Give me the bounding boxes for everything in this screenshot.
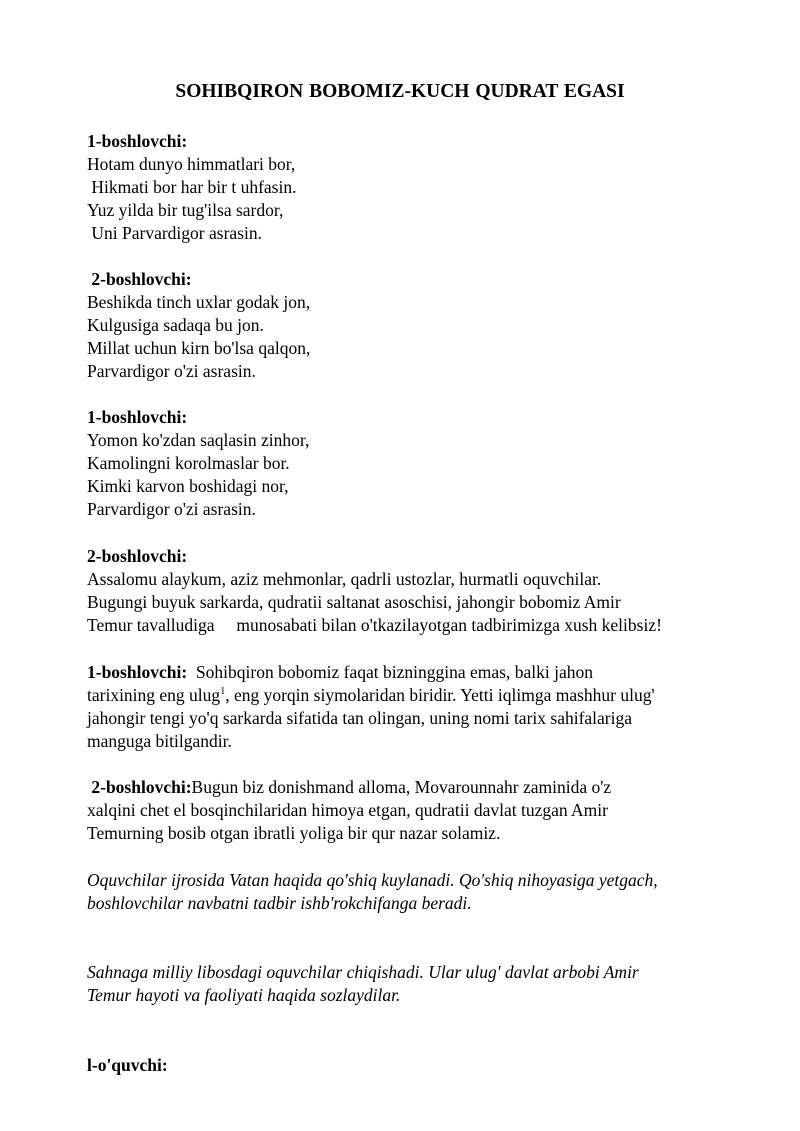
stanza-2: [87, 268, 767, 383]
stage-direction-1: [87, 869, 767, 915]
text-line: Temur hayoti va faoliyati haqida sozlaydilar.: [87, 985, 401, 1005]
text-line: jahongir tengi yo'q sarkarda sifatida tan olingan, uning nomi tarix sahifalariga: [87, 708, 633, 728]
text-line: Assalomu alaykum, aziz mehmonlar, qadrli ustozlar, hurmatli oquvchilar.: [87, 569, 602, 589]
verse-line: Hikmati bor har bir t uhfasin.: [87, 177, 297, 197]
text-line: boshlovchilar navbatni tadbir ishb'rokchifanga beradi.: [87, 893, 472, 913]
speaker-label: 1-boshlovchi:: [87, 131, 188, 151]
speaker-label: 2-boshlovchi:: [87, 546, 188, 566]
stanza-3: [87, 406, 767, 521]
final-speaker: [87, 1054, 767, 1077]
verse-line: Hotam dunyo himmatlari bor,: [87, 154, 296, 174]
verse-line: Uni Parvardigor asrasin.: [87, 223, 262, 243]
text-line: Temurning bosib otgan ibratli yoliga bir qur nazar solamiz.: [87, 823, 501, 843]
text-line: [87, 661, 767, 684]
text-line: manguga bitilgandir.: [87, 731, 232, 751]
footnote-mark: 1: [220, 686, 226, 697]
verse-line: Kulgusiga sadaqa bu jon.: [87, 315, 264, 335]
text-line: xalqini chet el bosqinchilaridan himoya etgan, qudratii davlat tuzgan Amir: [87, 800, 608, 820]
text-line: [87, 684, 767, 707]
text-run: , eng yorqin siymolaridan biridir. Yetti iqlimga mashhur ulug': [225, 685, 655, 705]
speaker-paragraph-2: [87, 776, 767, 845]
text-line: Sahnaga milliy libosdagi oquvchilar chiqishadi. Ular ulug' davlat arbobi Amir: [87, 962, 639, 982]
verse-line: Yuz yilda bir tug'ilsa sardor,: [87, 200, 284, 220]
text-line: Temur tavalludiga munosabati bilan o'tkazilayotgan tadbirimizga xush kelibsiz!: [87, 615, 662, 635]
greeting-paragraph: [87, 545, 767, 637]
text-run: Bugun biz donishmand alloma, Movarounnahr zaminida o'z: [191, 777, 612, 797]
verse-line: Parvardigor o'zi asrasin.: [87, 361, 256, 381]
text-run: tarixining eng ulug: [87, 685, 221, 705]
verse-line: Kimki karvon boshidagi nor,: [87, 476, 289, 496]
verse-line: Yomon ko'zdan saqlasin zinhor,: [87, 430, 310, 450]
verse-line: Beshikda tinch uxlar godak jon,: [87, 292, 311, 312]
speaker-label: 1-boshlovchi:: [87, 407, 188, 427]
verse-line: Kamolingni korolmaslar bor.: [87, 453, 290, 473]
speaker-label: 1-boshlovchi:: [87, 662, 188, 682]
speaker-label: 2-boshlovchi:: [87, 777, 192, 797]
text-run: Sohibqiron bobomiz faqat bizninggina emas, balki jahon: [187, 662, 593, 682]
stanza-1: [87, 130, 767, 245]
speaker-label: 2-boshlovchi:: [87, 269, 192, 289]
text-line: Bugungi buyuk sarkarda, qudratii saltanat asoschisi, jahongir bobomiz Amir: [87, 592, 621, 612]
stage-direction-2: [87, 961, 767, 1007]
verse-line: Parvardigor o'zi asrasin.: [87, 499, 256, 519]
document-title: SOHIBQIRON BOBOMIZ-KUCH QUDRAT EGASI: [175, 81, 625, 102]
speaker-label: l-o'quvchi:: [87, 1055, 168, 1075]
text-line: [87, 776, 767, 799]
text-line: Oquvchilar ijrosida Vatan haqida qo'shiq kuylanadi. Qo'shiq nihoyasiga yetgach,: [87, 870, 658, 890]
verse-line: Millat uchun kirn bo'lsa qalqon,: [87, 338, 311, 358]
speaker-paragraph-1: [87, 661, 767, 753]
